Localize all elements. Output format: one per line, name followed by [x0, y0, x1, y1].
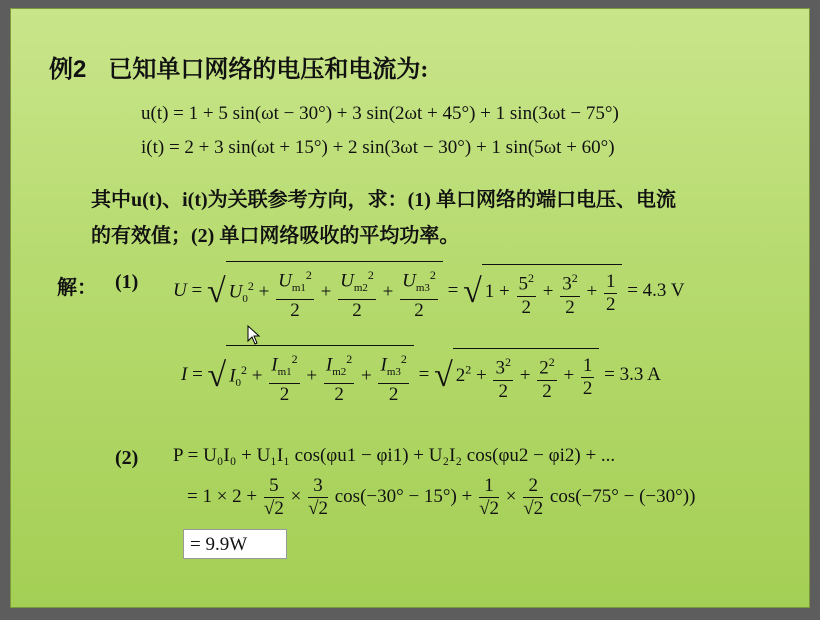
solution-label: 解： [57, 277, 97, 299]
slide-title [49, 49, 428, 84]
mouse-pointer-icon [247, 325, 261, 345]
rms-current-formula: I = √ $I_0^2$ + $\frac{I_{m1}^2}{2}$ + $\frac{I_{m2}^2}{2}$ + $\frac{I_{m3}^2}{2}$ = $√2^2$ + $\frac{3^2}{2}$ + $\frac{2^2}{2}$ + $\frac{1}{2}$ = 3.3 A [181, 345, 661, 406]
title-text: 已知单口网络的电压和电流为: [108, 57, 429, 83]
slide [10, 8, 810, 608]
power-sub-prefix: = 1 × 2 + [187, 485, 258, 507]
sqrt-current-symbols: √ $I_0^2$ + $\frac{I_{m1}^2}{2}$ + $\frac{I_{m2}^2}{2}$ + $\frac{I_{m3}^2}{2}$ [208, 345, 414, 406]
rms-voltage-formula: U = √ $U_0^2$ + $\frac{U_{m1}^2}{2}$ + $\frac{U_{m2}^2}{2}$ + $\frac{U_{m3}^2}{2}$ = √1 + $\frac{5^2}{2}$ + $\frac{3^2}{2}$ + $\frac{1}{2}$ = 4.3 V [173, 261, 685, 322]
sqrt-current-values: $√2^2$ + $\frac{3^2}{2}$ + $\frac{2^2}{2}$ + $\frac{1}{2}$ [434, 348, 599, 402]
problem-line-2: 的有效值；(2) 单口网络吸收的平均功率。 [91, 225, 460, 247]
current-equation: i(t) = 2 + 3 sin(ωt + 15°) + 2 sin(3ωt − 30°) + 1 sin(5ωt + 60°) [141, 137, 615, 158]
example-number: 例2 [49, 56, 87, 83]
part2-label: (2) [115, 447, 139, 469]
answer-box: = 9.9W [183, 529, 287, 559]
voltage-result: = 4.3 V [627, 279, 685, 301]
problem-line-1: 其中u(t)、i(t)为关联参考方向，求：(1) 单口网络的端口电压、电流 [91, 189, 676, 211]
power-sub-end: cos(−75° − (−30°)) [549, 485, 696, 507]
part1-label: (1) [115, 271, 139, 293]
sqrt-voltage-symbols: √ $U_0^2$ + $\frac{U_{m1}^2}{2}$ + $\frac{U_{m2}^2}{2}$ + $\frac{U_{m3}^2}{2}$ [207, 261, 443, 322]
sqrt-voltage-values: √1 + $\frac{5^2}{2}$ + $\frac{3^2}{2}$ + $\frac{1}{2}$ [463, 264, 622, 318]
voltage-equation: u(t) = 1 + 5 sin(ωt − 30°) + 3 sin(2ωt + 45°) + 1 sin(3ωt − 75°) [141, 103, 619, 124]
power-formula: P = U₀I₀ + U₁I₁ cos(φu1 − φi1) + U₂I₂ cos(φu2 − φi2) + ... [173, 445, 616, 466]
power-substitution: = 1 × 2 + $\frac{5}{√2}$ × $\frac{3}{√2}$ cos(−30° − 15°) + $\frac{1}{√2}$ × $\frac{2}{√2}$ cos(−75° − (−30°)) [187, 475, 696, 519]
current-result: = 3.3 A [604, 363, 661, 385]
power-sub-mid: cos(−30° − 15°) + [334, 485, 473, 507]
